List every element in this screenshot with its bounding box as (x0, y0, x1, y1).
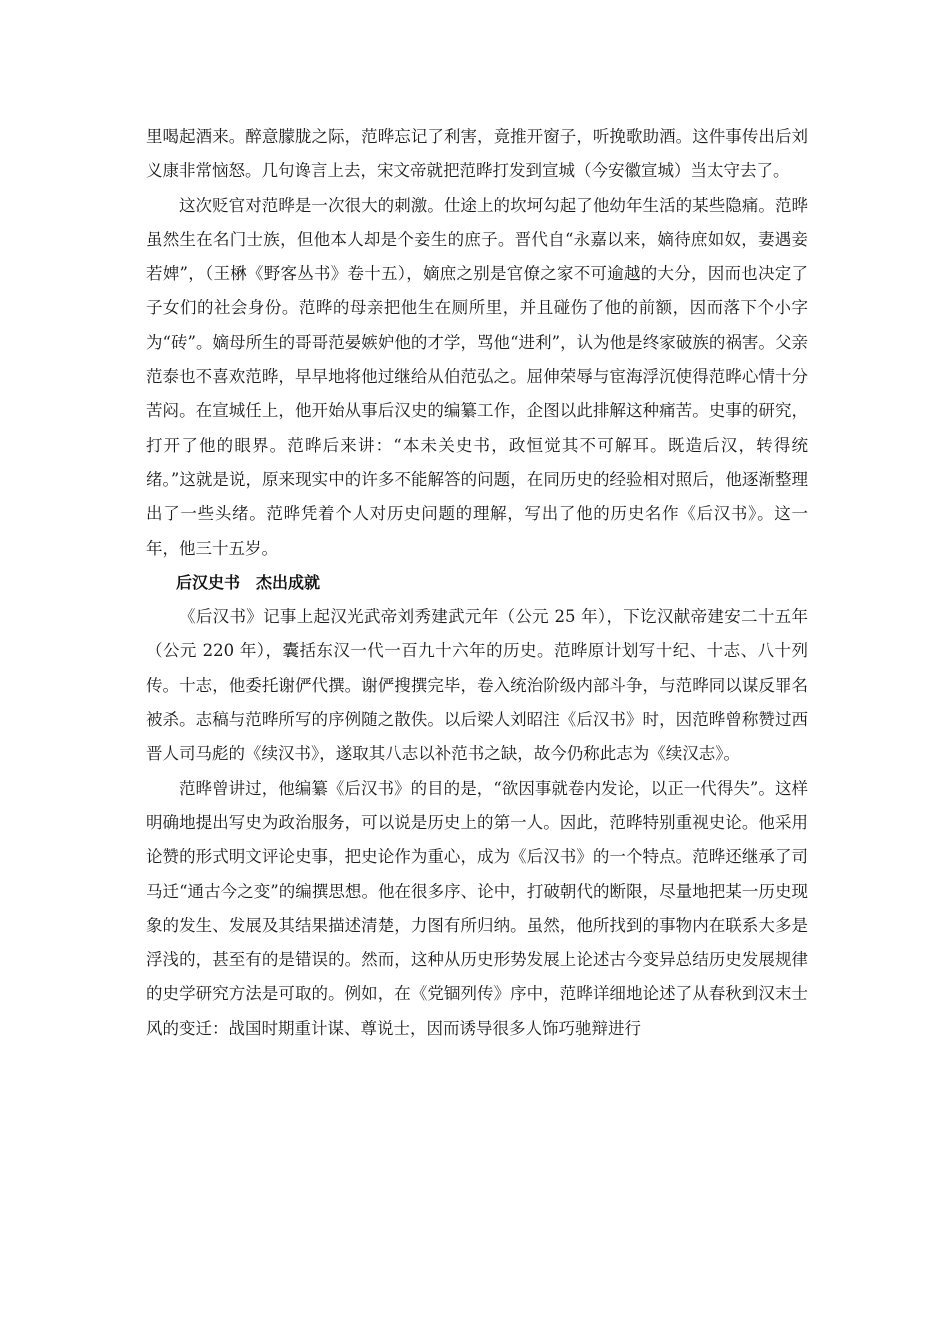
paragraph-continued: 里喝起酒来。醉意朦胧之际，范晔忘记了利害，竟推开窗子，听挽歌助酒。这件事传出后刘义康非常恼怒。几句谗言上去，宋文帝就把范晔打发到宣城（今安徽宣城）当太守去了。 (146, 127, 808, 181)
paragraph-book-scope: 《后汉书》记事上起汉光武帝刘秀建武元年（公元 25 年），下讫汉献帝建安二十五年（公元 220 年），囊括东汉一代一百九十六年的历史。范晔原计划写十纪、十志、八十列传。十志，他委托谢俨代撰。谢俨搜撰完毕，卷入统治阶级内部斗争，与范晔同以谋反罪名被杀。志稿与范晔所写的序例随之散佚。以后梁人刘昭注《后汉书》时，因范晔曾称赞过西晋人司马彪的《续汉书》，遂取其八志以补范书之缺，故今仍称此志为《续汉志》。 (146, 607, 808, 764)
paragraph-demotion: 这次贬官对范晔是一次很大的刺激。仕途上的坎坷勾起了他幼年生活的某些隐痛。范晔虽然生在名门士族，但他本人却是个妾生的庶子。晋代自“永嘉以来，嫡待庶如奴，妻遇妾若婢”，（王楙《野客丛书》卷十五），嫡庶之别是官僚之家不可逾越的大分，因而也决定了子女们的社会身份。范晔的母亲把他生在厕所里，并且碰伤了他的前额，因而落下个小字为“砖”。嫡母所生的哥哥范晏嫉妒他的才学，骂他“进利”，认为他是终家破族的祸害。父亲范泰也不喜欢范晔，早早地将他过继给从伯范弘之。屈伸荣辱与宦海浮沉使得范晔心情十分苦闷。在宣城任上，他开始从事后汉史的编纂工作，企图以此排解这种痛苦。史事的研究，打开了他的眼界。范晔后来讲：“本未关史书，政恒觉其不可解耳。既造后汉，转得统绪。”这就是说，原来现实中的许多不能解答的问题，在同历史的经验相对照后，他逐渐整理出了一些头绪。范晔凭着个人对历史问题的理解，写出了他的历史名作《后汉书》。这一年，他三十五岁。 (146, 195, 808, 558)
section-heading: 后汉史书 杰出成就 (176, 572, 321, 592)
paragraph-historiography: 范晔曾讲过，他编纂《后汉书》的目的是，“欲因事就卷内发论，以正一代得失”。这样明确地提出写史为政治服务，可以说是历史上的第一人。因此，范晔特别重视史论。他采用论赞的形式明文评论史事，把史论作为重心，成为《后汉书》的一个特点。范晔还继承了司马迁“通古今之变”的编撰思想。他在很多序、论中，打破朝代的断限，尽量地把某一历史现象的发生、发展及其结果描述清楚，力图有所归纳。虽然，他所找到的事物内在联系大多是浮浅的，甚至有的是错误的。然而，这种从历史形势发展上论述古今变异总结历史发展规律的史学研究方法是可取的。例如，在《党锢列传》序中，范晔详细地论述了从春秋到汉末士风的变迁：战国时期重计谋、尊说士，因而诱导很多人饰巧驰辩进行 (146, 778, 808, 1038)
document-body (146, 120, 808, 1046)
